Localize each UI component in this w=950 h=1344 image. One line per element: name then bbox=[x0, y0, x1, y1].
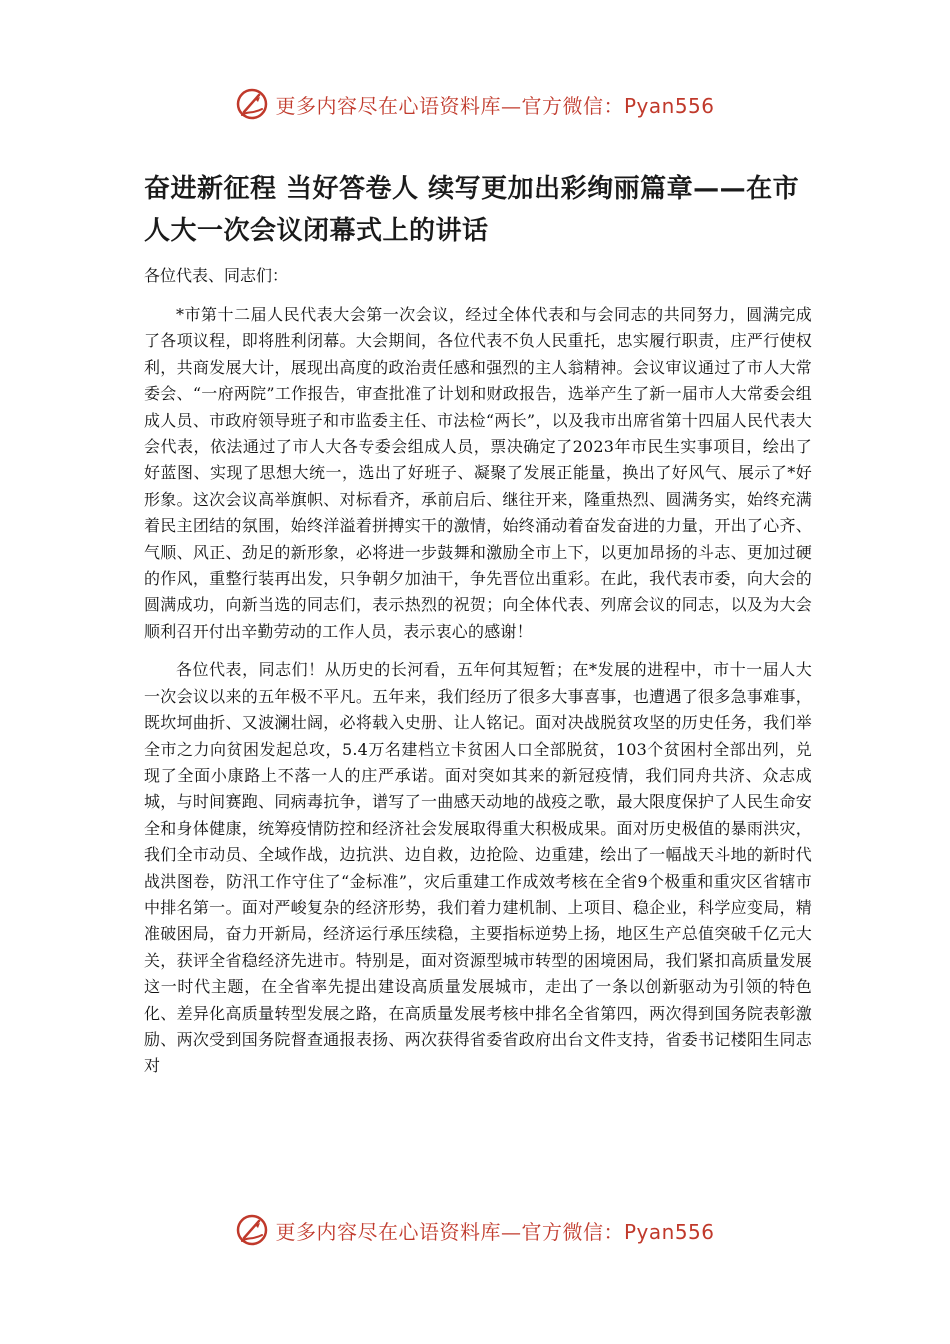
watermark-banner-bottom bbox=[0, 1210, 950, 1250]
document-paragraph: *市第十二届人民代表大会第一次会议，经过全体代表和与会同志的共同努力，圆满完成了各项议程，即将胜利闭幕。大会期间，各位代表不负人民重托，忠实履行职责，庄严行使权利，共商发展大计，展现出高度的政治责任感和强烈的主人翁精神。会议审议通过了市人大常委会、“一府两院”工作报告，审查批准了计划和财政报告，选举产生了新一届市人大常委会组成人员、市政府领导班子和市监委主任、市法检“两长”，以及我市出席省第十四届人民代表大会代表，依法通过了市人大各专委会组成人员，票决确定了2023年市民生实事项目，绘出了好蓝图、实现了思想大统一，选出了好班子、凝聚了发展正能量，换出了好风气、展示了*好形象。这次会议高举旗帜、对标看齐，承前启后、继往开来，隆重热烈、圆满务实，始终充满着民主团结的氛围，始终洋溢着拼搏实干的激情，始终涌动着奋发奋进的力量，开出了心齐、气顺、风正、劲足的新形象，必将进一步鼓舞和激励全市上下，以更加昂扬的斗志、更加过硬的作风，重整行装再出发，只争朝夕加油干，争先晋位出重彩。在此，我代表市委，向大会的圆满成功，向新当选的同志们，表示热烈的祝贺；向全体代表、列席会议的同志，以及为大会顺利召开付出辛勤劳动的工作人员，表示衷心的感谢！ bbox=[144, 305, 812, 641]
watermark-logo-icon bbox=[235, 1213, 269, 1247]
watermark-logo-icon bbox=[235, 87, 269, 121]
watermark-handle: Pyan556 bbox=[623, 93, 715, 118]
watermark-banner-top bbox=[0, 84, 950, 124]
document-body bbox=[144, 168, 812, 1092]
watermark-text: 更多内容尽在心语资料库—官方微信：Pyan556 bbox=[275, 1219, 715, 1244]
watermark-handle: Pyan556 bbox=[623, 1219, 715, 1244]
watermark-text: 更多内容尽在心语资料库—官方微信：Pyan556 bbox=[275, 93, 715, 118]
document-paragraph: 各位代表，同志们！从历史的长河看，五年何其短暂；在*发展的进程中，市十一届人大一次会议以来的五年极不平凡。五年来，我们经历了很多大事喜事，也遭遇了很多急事难事，既坎坷曲折、又波澜壮阔，必将载入史册、让人铭记。面对决战脱贫攻坚的历史任务，我们举全市之力向贫困发起总攻，5.4万名建档立卡贫困人口全部脱贫，103个贫困村全部出列，兑现了全面小康路上不落一人的庄严承诺。面对突如其来的新冠疫情，我们同舟共济、众志成城，与时间赛跑、同病毒抗争，谱写了一曲感天动地的战疫之歌，最大限度保护了人民生命安全和身体健康，统筹疫情防控和经济社会发展取得重大积极成果。面对历史极值的暴雨洪灾，我们全市动员、全域作战，边抗洪、边自救，边抢险、边重建，绘出了一幅战天斗地的新时代战洪图卷，防汛工作守住了“金标准”，灾后重建工作成效考核在全省9个极重和重灾区省辖市中排名第一。面对严峻复杂的经济形势，我们着力建机制、上项目、稳企业，科学应变局，精准破困局，奋力开新局，经济运行承压续稳，主要指标逆势上扬，地区生产总值突破千亿元大关，获评全省稳经济先进市。特别是，面对资源型城市转型的困境困局，我们紧扣高质量发展这一时代主题，在全省率先提出建设高质量发展城市，走出了一条以创新驱动为引领的特色化、差异化高质量转型发展之路，在高质量发展考核中排名全省第四，两次得到国务院表彰激励、两次受到国务院督查通报表扬、两次获得省委省政府出台文件支持，省委书记楼阳生同志对 bbox=[144, 660, 812, 1076]
document-title: 奋进新征程 当好答卷人 续写更加出彩绚丽篇章——在市人大一次会议闭幕式上的讲话 bbox=[144, 174, 800, 246]
document-greeting: 各位代表、同志们： bbox=[144, 266, 289, 285]
